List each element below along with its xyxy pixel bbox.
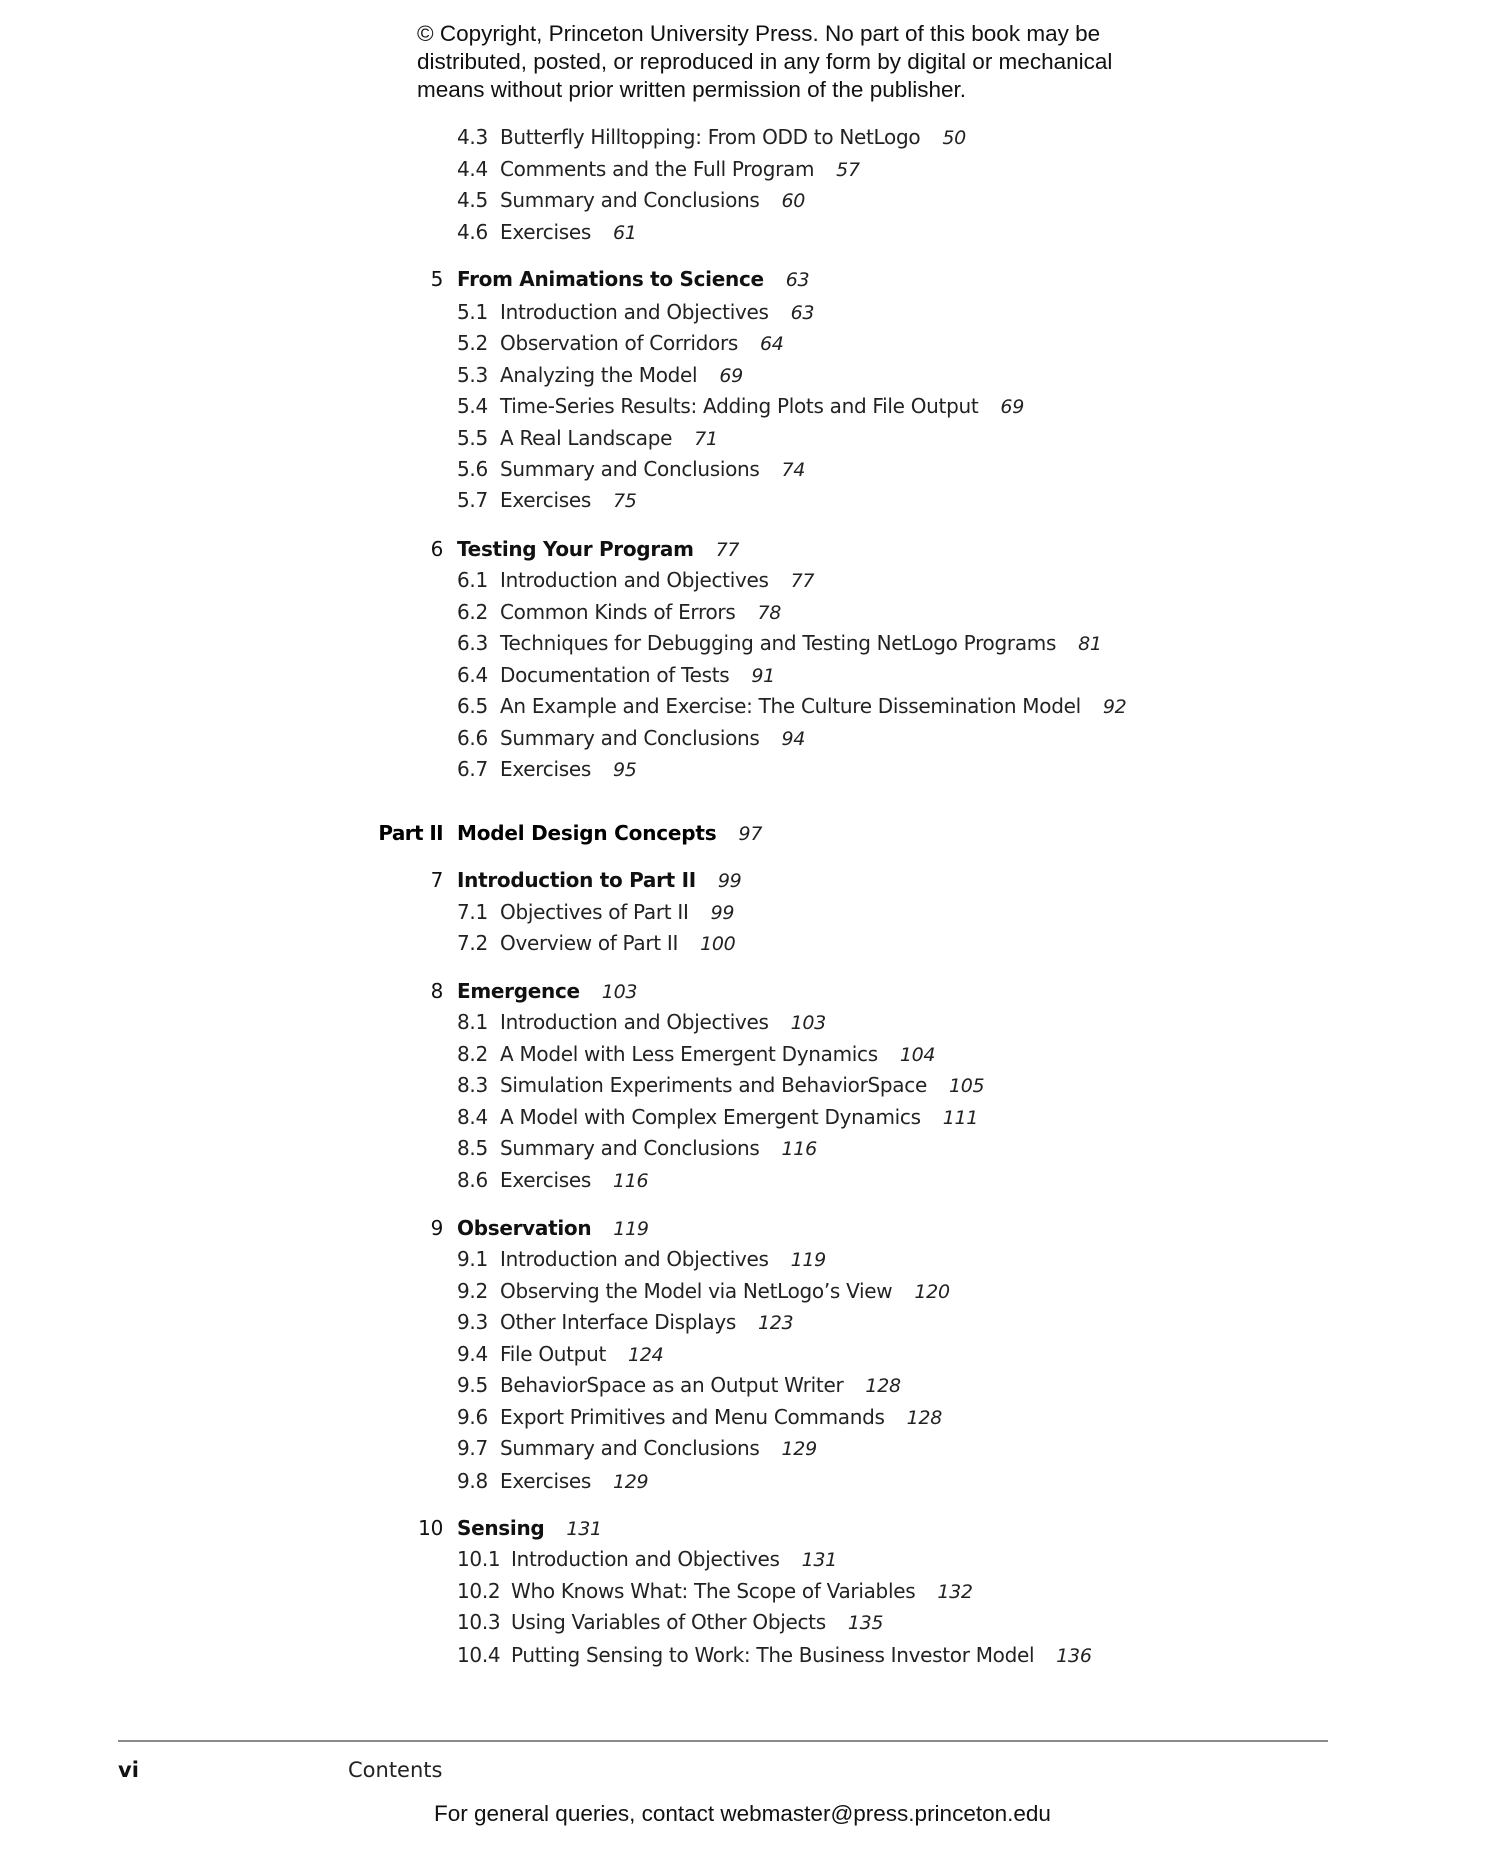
toc-section-title [511,1576,973,1607]
toc-entry-title-text: Emergence [457,979,580,1003]
toc-section-number: 8.3 [457,1073,488,1097]
toc-page-number: 71 [694,428,718,450]
toc-entry-title-text: Exercises [500,1469,591,1493]
toc-chapter [430,976,638,1006]
toc-section-number: 7.1 [457,900,488,924]
toc-chapter [430,1213,649,1243]
toc-entry-title-text: Simulation Experiments and BehaviorSpace [500,1073,927,1097]
toc-entry-title-text: Butterfly Hilltopping: From ODD to NetLogo [500,125,921,149]
toc-section-title [500,1133,817,1164]
toc-page-number: 64 [760,333,784,355]
toc-entry-title-text: Exercises [500,220,591,244]
toc-chapter [430,865,742,895]
toc-section-title [500,1039,935,1070]
toc-entry-title-text: Observation of Corridors [500,331,739,355]
toc-page-number: 103 [790,1012,826,1034]
toc-section-number: 8.2 [457,1042,488,1066]
toc-section-number: 7.2 [457,931,488,955]
toc-page-number: 104 [899,1044,936,1066]
toc-section-title [500,928,735,959]
toc-section-title [500,597,781,628]
toc-section-title [500,122,966,153]
toc-section-title [500,1102,978,1133]
toc-page-number: 129 [612,1471,649,1493]
toc-section-title [500,217,637,248]
toc-section-number: 5.4 [457,394,488,418]
toc-page-number: 129 [781,1438,817,1460]
toc-section-title [511,1640,1092,1671]
toc-entry-title-text: From Animations to Science [457,267,764,291]
toc-entry-title-text: Exercises [500,488,591,512]
toc-chapter-title [457,1213,649,1244]
toc-section-number: 9.3 [457,1310,488,1334]
toc-entry-title-text: Analyzing the Model [500,363,698,387]
toc-entry-title-text: Who Knows What: The Scope of Variables [511,1579,916,1603]
toc-entry-title-text: Putting Sensing to Work: The Business Investor Model [511,1643,1035,1667]
toc-section-title [500,328,784,359]
toc-entry-title-text: Observation [457,1216,592,1240]
toc-entry-title-text: Summary and Conclusions [500,457,760,481]
toc-page-number: 124 [628,1344,664,1366]
toc-page-number: 131 [801,1549,837,1571]
toc-entry-title-text: Summary and Conclusions [500,188,760,212]
toc-entry-title-text: Time-Series Results: Adding Plots and File Output [500,394,979,418]
toc-part [378,818,763,848]
toc-page-number: 128 [906,1407,943,1429]
toc-entry-title-text: An Example and Exercise: The Culture Dissemination Model [500,694,1081,718]
toc-page-number: 116 [781,1138,817,1160]
toc-section-title [500,423,718,454]
toc-page-number: 111 [942,1107,979,1129]
toc-section-number: 10.3 [457,1610,501,1634]
toc-section-title [500,1165,648,1196]
toc-entry-title-text: Common Kinds of Errors [500,600,736,624]
toc-section-title [500,391,1024,422]
toc-entry-title-text: File Output [500,1342,606,1366]
toc-section-title [500,723,805,754]
toc-chapter-number: 8 [430,979,443,1003]
toc-section-title [500,185,805,216]
toc-chapter-number: 6 [430,537,443,561]
toc-entry-title-text: A Model with Less Emergent Dynamics [500,1042,878,1066]
toc-page-number: 128 [865,1375,901,1397]
toc-page-number: 136 [1056,1645,1092,1667]
toc-entry-title-text: BehaviorSpace as an Output Writer [500,1373,844,1397]
toc-section-number: 9.8 [457,1469,488,1493]
toc-section-title [500,1402,942,1433]
toc-entry-title-text: Comments and the Full Program [500,157,815,181]
toc-page-number: 63 [785,269,810,291]
toc-section-number: 6.6 [457,726,488,750]
toc-section-title [500,1307,793,1338]
page-number: vi [118,1758,139,1782]
toc-page-number: 81 [1078,633,1102,655]
toc-page-number: 99 [717,870,742,892]
toc-section-title [500,628,1102,659]
toc-part-number: Part II [378,821,443,845]
toc-entry-title-text: Exercises [500,1168,591,1192]
toc-entry-title-text: A Model with Complex Emergent Dynamics [500,1105,921,1129]
toc-section-title [500,1370,901,1401]
toc-page-number: 69 [719,365,743,387]
toc-entry-title-text: Model Design Concepts [457,821,717,845]
toc-page-number: 50 [942,127,966,149]
toc-entry-title-text: Techniques for Debugging and Testing NetLogo Programs [500,631,1057,655]
toc-section-number: 6.5 [457,694,488,718]
toc-entry-title-text: Summary and Conclusions [500,726,760,750]
toc-section-number: 5.2 [457,331,488,355]
toc-section-title [500,660,775,691]
toc-entry-title-text: Export Primitives and Menu Commands [500,1405,885,1429]
toc-section-number: 9.5 [457,1373,488,1397]
toc-section-title [500,1276,950,1307]
toc-page-number: 74 [781,459,806,481]
toc-section-number: 10.1 [457,1547,501,1571]
toc-page-number: 120 [914,1281,950,1303]
toc-section-number: 6.4 [457,663,488,687]
footer-divider [118,1740,1328,1742]
toc-section-number: 8.6 [457,1168,488,1192]
toc-entry-title-text: Introduction and Objectives [500,1247,769,1271]
toc-part-title [457,818,762,849]
toc-section-title [500,297,814,328]
toc-chapter-number: 7 [430,868,443,892]
toc-section-number: 4.6 [457,220,488,244]
toc-page-number: 105 [948,1075,985,1097]
toc-section-number: 9.1 [457,1247,488,1271]
toc-entry-title-text: Overview of Part II [500,931,679,955]
toc-page-number: 77 [790,570,815,592]
toc-entry-title-text: Summary and Conclusions [500,1136,760,1160]
running-head: Contents [348,1758,443,1782]
toc-section-number: 6.2 [457,600,488,624]
toc-page-number: 97 [738,823,763,845]
toc-page-number: 131 [566,1518,602,1540]
toc-chapter-number: 10 [418,1516,443,1540]
toc-section-title [500,485,637,516]
toc-entry-title-text: Exercises [500,757,591,781]
toc-chapter-title [457,264,809,295]
toc-entry-title-text: Introduction and Objectives [500,568,769,592]
toc-chapter-title [457,534,739,565]
toc-section-number: 5.1 [457,300,488,324]
toc-section-title [500,754,637,785]
toc-page-number: 69 [1000,396,1024,418]
toc-section-title [500,1244,826,1275]
toc-page-number: 95 [612,759,637,781]
toc-page-number: 116 [612,1170,649,1192]
toc-section-number: 5.5 [457,426,488,450]
toc-section-number: 6.7 [457,757,488,781]
toc-page-number: 119 [613,1218,649,1240]
toc-page-number: 132 [937,1581,973,1603]
toc-entry-title-text: Summary and Conclusions [500,1436,760,1460]
toc-entry-title-text: Documentation of Tests [500,663,730,687]
toc-page-number: 91 [751,665,775,687]
toc-page-number: 63 [790,302,815,324]
toc-section-number: 9.7 [457,1436,488,1460]
toc-section-title [500,360,743,391]
toc-page-number: 75 [612,490,637,512]
toc-page-number: 77 [715,539,740,561]
toc-section-number: 8.4 [457,1105,488,1129]
toc-chapter [418,1513,602,1543]
toc-section-title [500,1070,984,1101]
toc-entry-title-text: Using Variables of Other Objects [511,1610,826,1634]
toc-page-number: 94 [781,728,806,750]
toc-section-title [500,1433,817,1464]
toc-chapter-title [457,976,637,1007]
toc-page-number: 99 [710,902,735,924]
toc-section-title [500,154,860,185]
toc-page-number: 135 [847,1612,884,1634]
toc-section-title [511,1544,837,1575]
toc-section-number: 5.6 [457,457,488,481]
toc-section-title [500,1007,826,1038]
toc-section-number: 10.2 [457,1579,501,1603]
toc-entry-title-text: Objectives of Part II [500,900,689,924]
toc-entry-title-text: Observing the Model via NetLogo’s View [500,1279,893,1303]
toc-section-number: 5.7 [457,488,488,512]
toc-section-number: 10.4 [457,1643,501,1667]
toc-section-number: 6.1 [457,568,488,592]
toc-section-number: 9.4 [457,1342,488,1366]
toc-section-number: 8.1 [457,1010,488,1034]
toc-section-title [500,1466,648,1497]
toc-section-number: 9.6 [457,1405,488,1429]
toc-section-title [500,454,805,485]
toc-entry-title-text: Introduction and Objectives [511,1547,780,1571]
toc-section-number: 6.3 [457,631,488,655]
toc-page-number: 61 [612,222,637,244]
toc-section-number: 4.4 [457,157,488,181]
toc-entry-title-text: A Real Landscape [500,426,673,450]
toc-chapter-title [457,1513,602,1544]
toc-page-number: 60 [781,190,806,212]
toc-section-number: 4.5 [457,188,488,212]
toc-entry-title-text: Introduction and Objectives [500,1010,769,1034]
copyright-line: © Copyright, Princeton University Press. No part of this book may be [417,21,1101,46]
toc-chapter [430,534,740,564]
toc-section-title [500,897,734,928]
toc-page-number: 103 [601,981,638,1003]
toc-section-title [500,1339,663,1370]
toc-entry-title-text: Testing Your Program [457,537,694,561]
toc-page-number: 78 [757,602,782,624]
toc-chapter [430,264,810,294]
toc-page-number: 100 [700,933,736,955]
toc-chapter-number: 9 [430,1216,443,1240]
toc-section-number: 8.5 [457,1136,488,1160]
copyright-line: means without prior written permission of the publisher. [417,77,967,102]
toc-page-number: 92 [1102,696,1127,718]
toc-entry-title-text: Other Interface Displays [500,1310,736,1334]
toc-page-number: 123 [757,1312,794,1334]
toc-entry-title-text: Sensing [457,1516,545,1540]
toc-section-title [500,691,1126,722]
contact-notice: For general queries, contact webmaster@press.princeton.edu [434,1801,1051,1826]
copyright-line: distributed, posted, or reproduced in any form by digital or mechanical [417,49,1113,74]
toc-section-number: 5.3 [457,363,488,387]
toc-entry-title-text: Introduction to Part II [457,868,696,892]
toc-entry-title-text: Introduction and Objectives [500,300,769,324]
toc-page-number: 57 [836,159,860,181]
toc-page-number: 119 [790,1249,826,1271]
toc-section-number: 9.2 [457,1279,488,1303]
toc-chapter-title [457,865,741,896]
toc-chapter-number: 5 [430,267,443,291]
toc-section-title [500,565,814,596]
toc-section-title [511,1607,883,1638]
toc-section-number: 4.3 [457,125,488,149]
